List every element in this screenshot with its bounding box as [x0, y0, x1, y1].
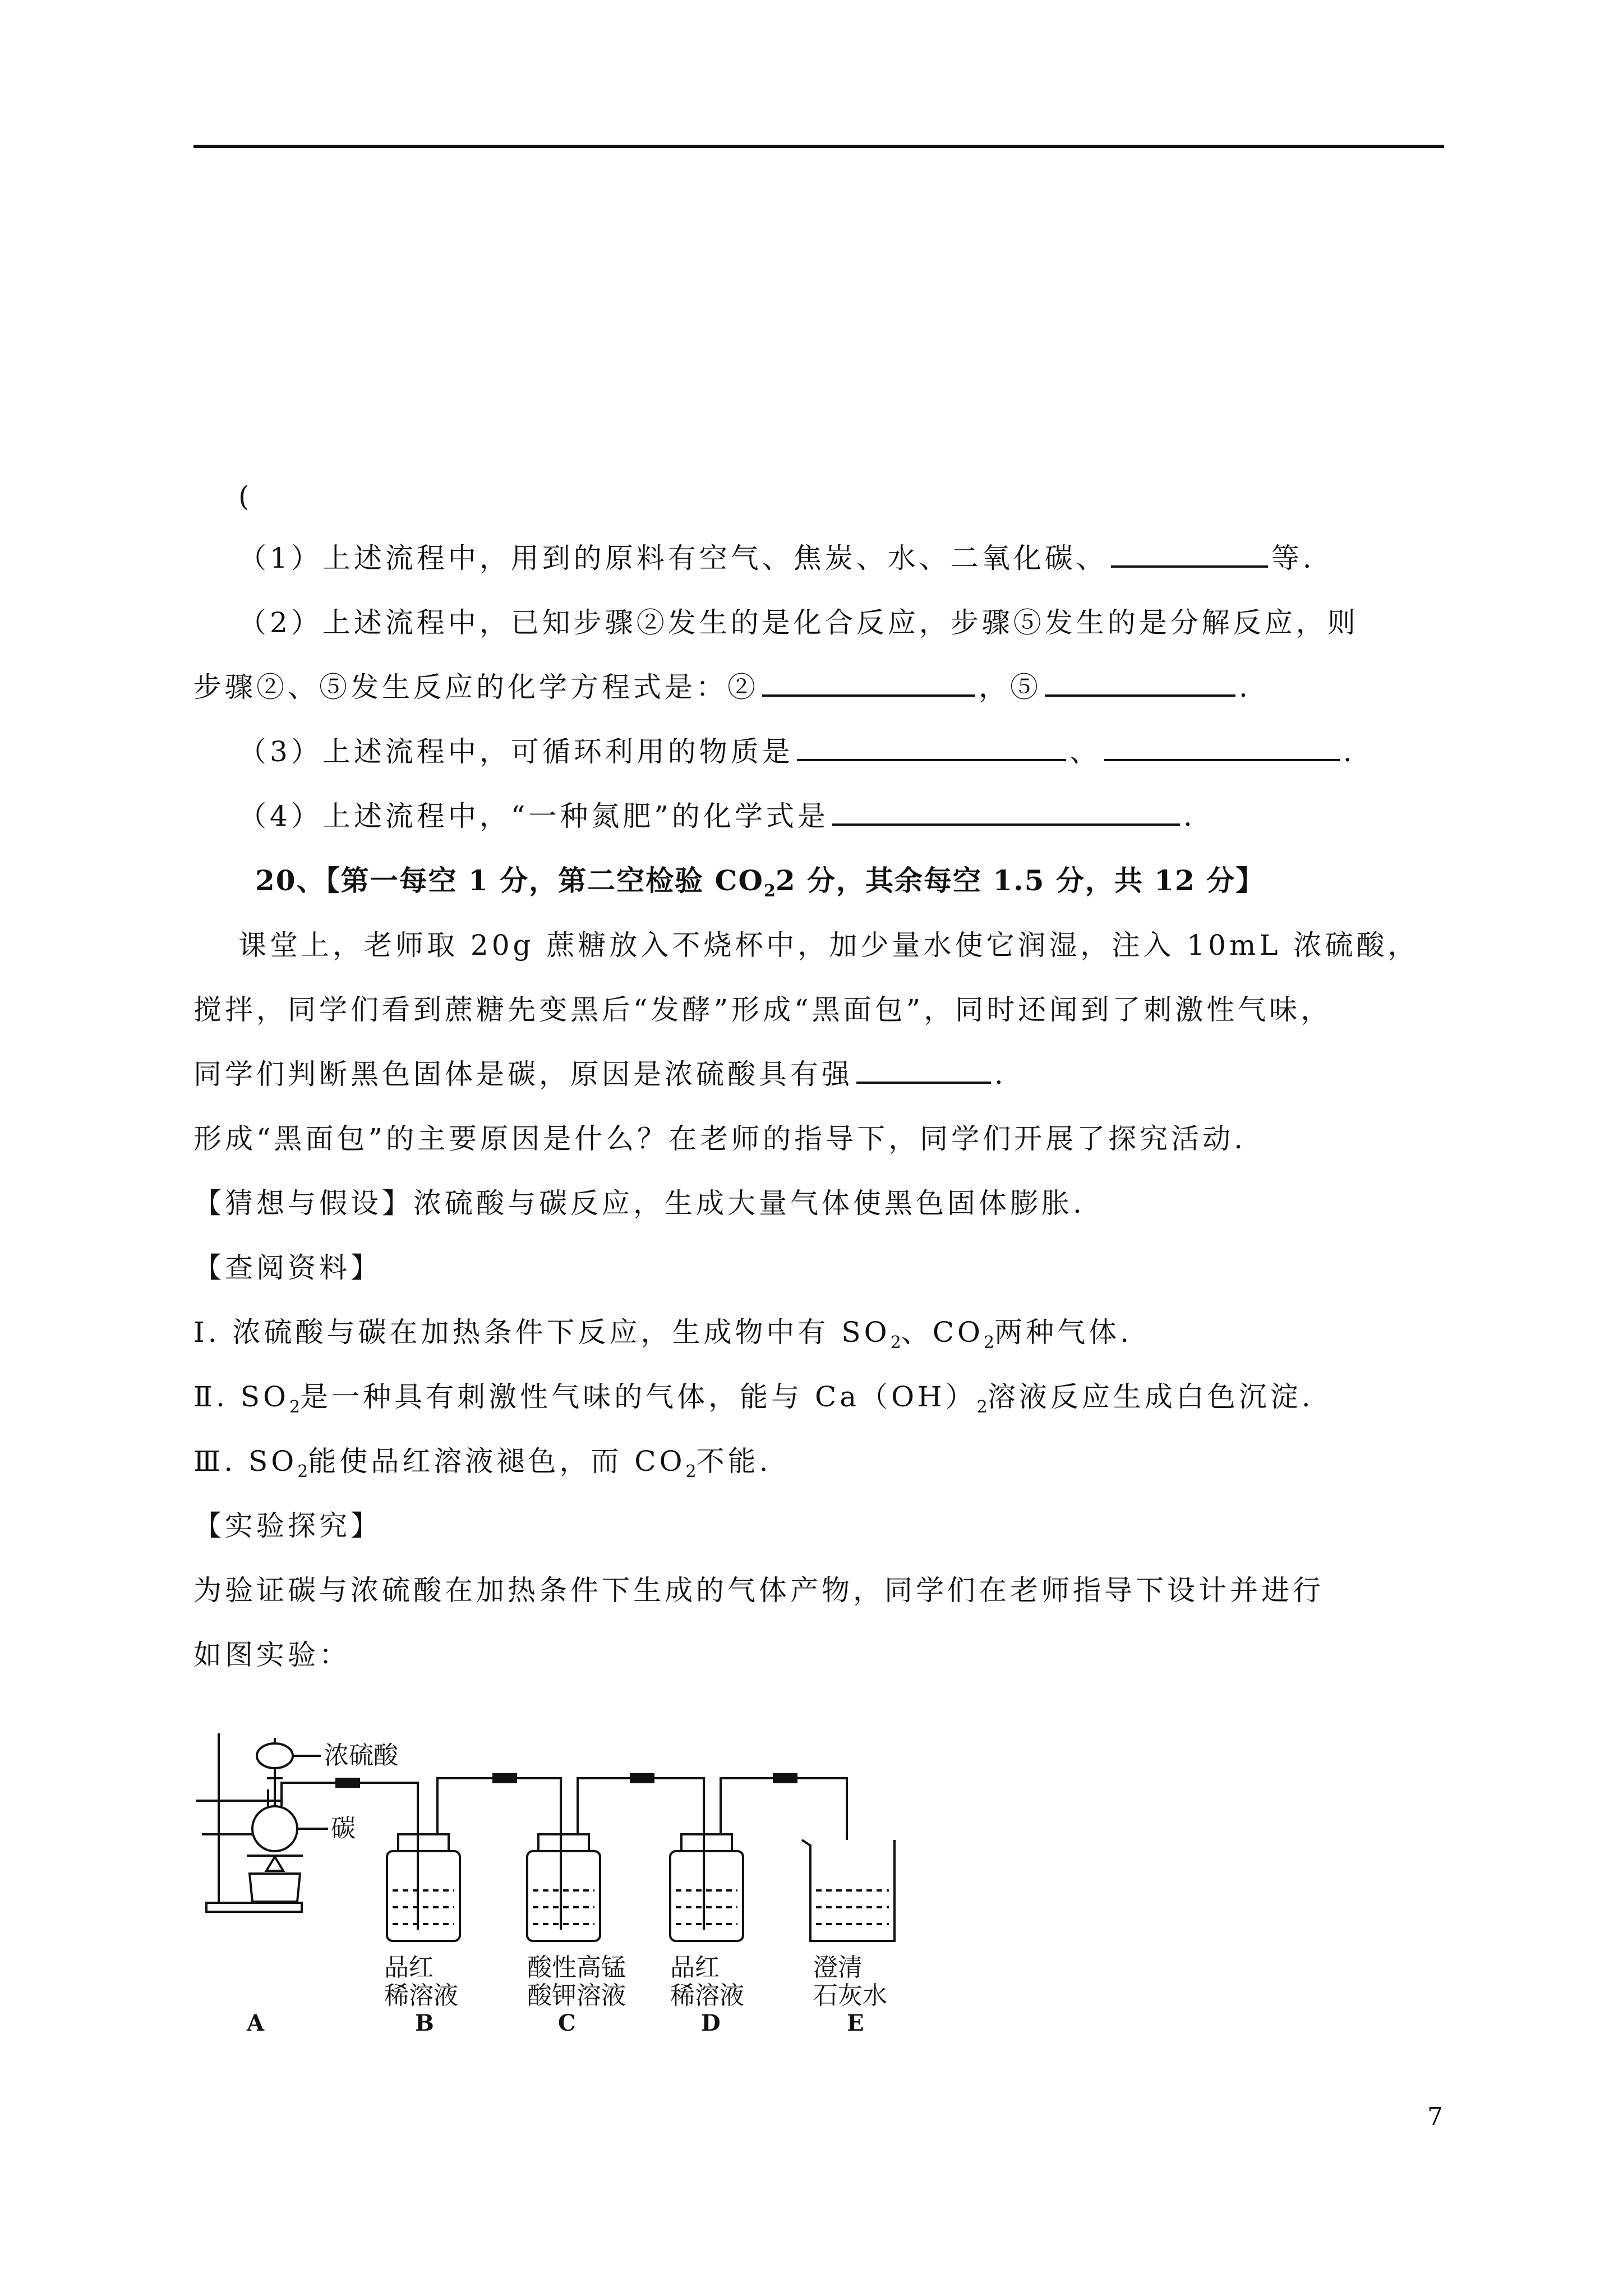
para2: 形成“黑面包”的主要原因是什么？在老师的指导下，同学们开展了探究活动. [193, 1122, 1247, 1155]
header-rule [193, 145, 1444, 148]
q4-end: . [1183, 800, 1196, 832]
m3-text-3: 不能. [696, 1445, 772, 1478]
burner [250, 1874, 300, 1902]
label-e-1: 澄清 [813, 1953, 863, 1982]
stand-base [206, 1903, 302, 1912]
q2-text-2: ，⑤ [979, 671, 1041, 703]
para1-line2: 搅拌，同学们看到蔗糖先变黑后“发酵”形成“黑面包”，同时还闻到了刺激性气味， [193, 993, 1332, 1026]
subscript: 2 [297, 1462, 308, 1481]
m1-text-2: 、CO [901, 1316, 984, 1349]
subscript: 2 [289, 1397, 301, 1417]
answer-blank[interactable] [1104, 733, 1340, 761]
label-b-1: 品红 [384, 1953, 434, 1982]
material-3 [193, 1442, 772, 1492]
material-1 [193, 1313, 1132, 1363]
para1-line3 [193, 1055, 1007, 1094]
m2-text: Ⅱ. SO [193, 1381, 290, 1413]
m2-text-3: 溶液反应生成白色沉淀. [987, 1381, 1314, 1413]
label-d-2: 稀溶液 [670, 1981, 744, 2010]
question-3 [238, 732, 1355, 771]
q3-sep: 、 [1069, 735, 1101, 768]
question-2-line2 [193, 668, 1251, 707]
label-carbon: 碳 [331, 1814, 356, 1843]
q20-heading-text-2: 2 分，其余每空 1.5 分，共 12 分】 [775, 864, 1265, 897]
stray-paren: ( [238, 480, 253, 513]
question-1 [238, 539, 1315, 578]
flask [252, 1806, 297, 1851]
subscript: 2 [976, 1397, 988, 1417]
para1-line1: 课堂上，老师取 20g 蔗糖放入不烧杯中，加少量水使它润湿，注入 10mL 浓硫酸， [238, 929, 1419, 961]
label-b-2: 稀溶液 [384, 1981, 458, 2010]
letter-a: A [247, 2010, 265, 2036]
apparatus-figure [191, 1722, 920, 2036]
label-c-1: 酸性高锰 [527, 1953, 626, 1982]
q20-heading-text: 20、【第一每空 1 分，第二空检验 CO [255, 864, 764, 897]
hypothesis: 【猜想与假设】浓硫酸与碳反应，生成大量气体使黑色固体膨胀. [193, 1187, 1085, 1220]
answer-blank[interactable] [1111, 540, 1268, 568]
subscript: 2 [984, 1333, 995, 1352]
question-4 [238, 797, 1196, 836]
subscript: 2 [890, 1333, 901, 1352]
para1-end: . [994, 1058, 1007, 1091]
question-20-heading [255, 861, 1265, 911]
answer-blank[interactable] [797, 733, 1066, 761]
letter-c: C [558, 2010, 576, 2036]
q2-end: . [1239, 671, 1251, 703]
q2-text: 步骤②、⑤发生反应的化学方程式是：② [193, 671, 759, 703]
answer-blank[interactable] [762, 669, 975, 697]
label-c-2: 酸钾溶液 [527, 1981, 626, 2010]
para1-text: 同学们判断黑色固体是碳，原因是浓硫酸具有强 [193, 1058, 853, 1091]
letter-d: D [701, 2010, 721, 2036]
q1-text: （1）上述流程中，用到的原料有空气、焦炭、水、二氧化碳、 [238, 542, 1108, 574]
m1-text: Ⅰ. 浓硫酸与碳在加热条件下反应，生成物中有 SO [193, 1316, 891, 1349]
letter-b: B [415, 2010, 434, 2036]
experiment-heading: 【实验探究】 [193, 1510, 382, 1542]
experiment-line2: 如图实验： [193, 1639, 351, 1671]
answer-blank[interactable] [1045, 669, 1235, 697]
label-d-1: 品红 [670, 1953, 720, 1982]
page-number: 7 [1427, 2102, 1443, 2131]
q4-text: （4）上述流程中，“一种氮肥”的化学式是 [238, 800, 829, 832]
m2-text-2: 是一种具有刺激性气味的气体，能与 Ca（OH） [300, 1381, 977, 1413]
q3-end: . [1343, 735, 1355, 768]
q1-end: 等. [1271, 542, 1315, 574]
q3-text: （3）上述流程中，可循环利用的物质是 [238, 735, 794, 768]
m3-text-2: 能使品红溶液褪色，而 CO [308, 1445, 686, 1478]
answer-blank[interactable] [832, 798, 1180, 826]
question-2-line1: （2）上述流程中，已知步骤②发生的是化合反应，步骤⑤发生的是分解反应，则 [238, 606, 1359, 639]
label-acid: 浓硫酸 [324, 1741, 398, 1770]
materials-heading: 【查阅资料】 [193, 1251, 382, 1284]
subscript: 2 [763, 881, 776, 901]
letter-e: E [847, 2010, 864, 2036]
funnel-bulb [257, 1743, 293, 1768]
material-2 [193, 1377, 1314, 1427]
experiment-line1: 为验证碳与浓硫酸在加热条件下生成的气体产物，同学们在老师指导下设计并进行 [193, 1574, 1324, 1607]
m3-text: Ⅲ. SO [193, 1445, 298, 1478]
beaker-e [802, 1840, 895, 1941]
subscript: 2 [685, 1462, 697, 1481]
answer-blank[interactable] [856, 1056, 991, 1084]
m1-text-3: 两种气体. [994, 1316, 1133, 1349]
label-e-2: 石灰水 [813, 1981, 887, 2010]
